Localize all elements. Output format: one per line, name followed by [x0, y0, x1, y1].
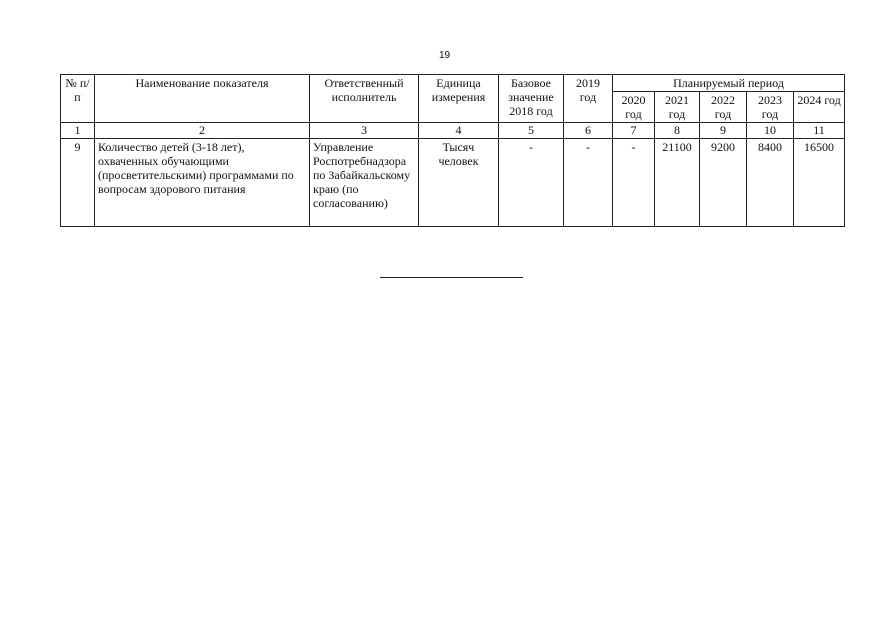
page-number: 19: [438, 50, 451, 61]
row-value-2020: -: [613, 139, 655, 227]
header-num: № п/п: [61, 75, 95, 123]
header-unit: Единица измерения: [419, 75, 499, 123]
column-number: 6: [564, 123, 613, 139]
row-value-2022: 9200: [700, 139, 747, 227]
header-year-2022: 2022 год: [700, 92, 747, 123]
header-year-2020: 2020 год: [613, 92, 655, 123]
row-value-2019: -: [564, 139, 613, 227]
column-number: 9: [700, 123, 747, 139]
row-value-2021: 21100: [655, 139, 700, 227]
row-num: 9: [61, 139, 95, 227]
closing-rule: [380, 277, 523, 278]
column-number: 10: [747, 123, 794, 139]
indicator-table: [60, 74, 845, 227]
column-number-row: [61, 123, 845, 139]
column-number: 2: [95, 123, 310, 139]
row-indicator: Количество детей (3-18 лет), охваченных обучающими (просветительскими) программами по вопросам здорового питания: [95, 139, 310, 227]
column-number: 8: [655, 123, 700, 139]
column-number: 11: [794, 123, 845, 139]
row-base-value: -: [499, 139, 564, 227]
row-unit: Тысяч человек: [419, 139, 499, 227]
column-number: 5: [499, 123, 564, 139]
header-year-2023: 2023 год: [747, 92, 794, 123]
header-year-2024: 2024 год: [794, 92, 845, 123]
header-year-2021: 2021 год: [655, 92, 700, 123]
table-row: [61, 139, 845, 227]
row-value-2023: 8400: [747, 139, 794, 227]
header-base-value: Базовое значение 2018 год: [499, 75, 564, 123]
column-number: 7: [613, 123, 655, 139]
header-indicator: Наименование показателя: [95, 75, 310, 123]
row-value-2024: 16500: [794, 139, 845, 227]
row-executor: Управление Роспотребнадзора по Забайкальскому краю (по согласованию): [310, 139, 419, 227]
header-2019: 2019 год: [564, 75, 613, 123]
header-planned-period: Планируемый период: [613, 75, 845, 92]
column-number: 4: [419, 123, 499, 139]
header-executor: Ответственный исполнитель: [310, 75, 419, 123]
header-row: [61, 75, 845, 92]
column-number: 3: [310, 123, 419, 139]
column-number: 1: [61, 123, 95, 139]
